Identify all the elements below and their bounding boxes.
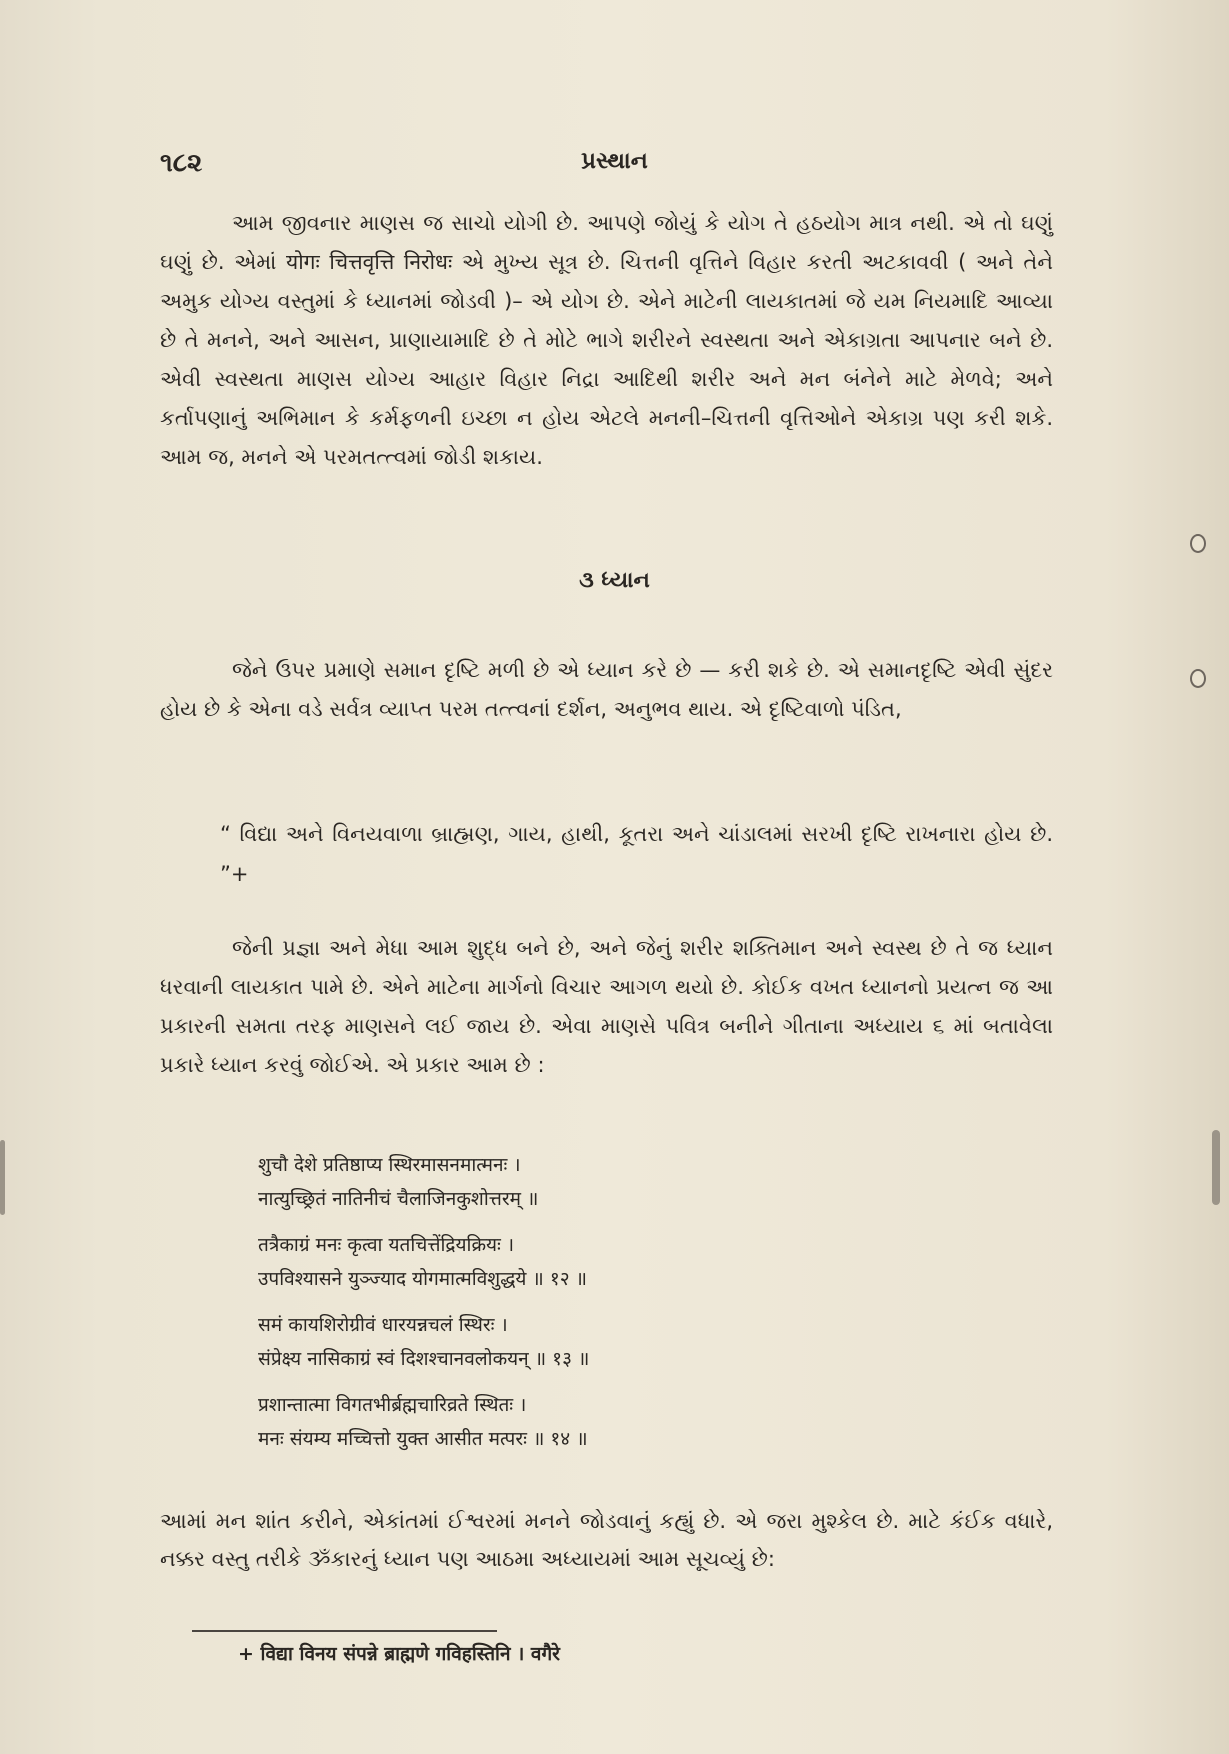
left-edge-mark <box>0 1140 5 1215</box>
verse-line: समं कायशिरोग्रीवं धारयन्नचलं स्थिरः । <box>258 1314 508 1336</box>
verse-line: प्रशान्तात्मा विगतभीर्ब्रह्मचारिव्रते स्थितः । <box>258 1394 527 1416</box>
verse-line: शुचौ देशे प्रतिष्ठाप्य स्थिरमासनमात्मनः । <box>258 1154 521 1176</box>
verse <box>258 1148 818 1216</box>
verse <box>258 1228 818 1296</box>
footnote: + विद्या विनय संपन्ने ब्राह्मणे गविहस्तिनि । वगैरे <box>238 1643 560 1665</box>
running-title: પ્રસ્થાન <box>581 148 648 174</box>
page-number: ૧૮૨ <box>160 148 203 178</box>
verse <box>258 1388 818 1456</box>
punch-hole-top <box>1190 534 1206 553</box>
punch-hole-middle <box>1190 669 1206 688</box>
sanskrit-verses <box>258 1148 818 1468</box>
footnote-divider <box>192 1630 497 1632</box>
verse-line: संप्रेक्ष्य नासिकाग्रं स्वं दिशश्चानवलोकयन् ॥ १३ ॥ <box>258 1348 590 1370</box>
verse-line: नात्युच्छ्रितं नातिनीचं चैलाजिनकुशोत्तरम् ॥ <box>258 1188 539 1210</box>
verse <box>258 1308 818 1376</box>
section-heading: ૩ ધ્યાન <box>579 568 650 593</box>
paragraph-yoga: આમ જીવનાર માણસ જ સાચો યોગી છે. આપણે જોયું કે યોગ તે હઠયોગ માત્ર નથી. એ તો ઘણું ઘણું છે. એમાં योगः चित्तवृत्ति निरोधः એ મુખ્ય સૂત્ર છે. ચિત્તની વૃત્તિને વિહાર કરતી અટકાવવી ( અને તેને અમુક યોગ્ય વસ્તુમાં કે ધ્યાનમાં જોડવી )– એ યોગ છે. એને માટેની લાયકાતમાં જે યમ નિયમાદિ આવ્યા છે તે મનને, અને આસન, પ્રાણાયામાદિ છે તે મોટે ભાગે શરીરને સ્વસ્થતા અને એકાગ્રતા આપનાર બને છે. એવી સ્વસ્થતા માણસ યોગ્ય આહાર વિહાર નિદ્રા આદિથી શરીર અને મન બંનેને માટે મેળવે; અને કર્તાપણાનું અભિમાન કે કર્મફળની ઇચ્છા ન હોય એટલે મનની–ચિત્તની વૃત્તિઓને એકાગ્ર પણ કરી શકે. આમ જ, મનને એ પરમતત્ત્વમાં જોડી શકાય. <box>160 211 1053 469</box>
verse-line: उपविश्यासने युञ्ज्याद योगमात्मविशुद्धये ॥ १२ ॥ <box>258 1268 588 1290</box>
binding-edge-mark <box>1212 1130 1220 1205</box>
paragraph-meditation-method: જેની પ્રજ્ઞા અને મેધા આમ શુદ્ધ બને છે, અને જેનું શરીર શક્તિમાન અને સ્વસ્થ છે તે જ ધ્યાન ધરવાની લાયકાત પામે છે. એને માટેના માર્ગનો વિચાર આગળ થયો છે. કોઈક વખત ધ્યાનનો પ્રયત્ન જ આ પ્રકારની સમતા તરફ માણસને લઈ જાય છે. એવા માણસે પવિત્ર બનીને ગીતાના અધ્યાય ૬ માં બતાવેલા પ્રકારે ધ્યાન કરવું જોઈએ. એ પ્રકાર આમ છે : <box>160 936 1053 1077</box>
paragraph-meditation-intro: જેને ઉપર પ્રમાણે સમાન દૃષ્ટિ મળી છે એ ધ્યાન કરે છે — કરી શકે છે. એ સમાનદૃષ્ટિ એવી સુંદર હોય છે કે એના વડે સર્વત્ર વ્યાપ્ત પરમ તત્ત્વનાં દર્શન, અનુભવ થાય. એ દૃષ્ટિવાળો પંડિત, <box>160 658 1053 721</box>
page-header <box>160 148 1069 182</box>
verse-line: तत्रैकाग्रं मनः कृत्वा यतचित्तेंद्रियक्रियः । <box>258 1234 515 1256</box>
block-quote: “ વિદ્યા અને વિનયવાળા બ્રાહ્મણ, ગાય, હાથી, કૂતરા અને ચાંડાલમાં સરખી દૃષ્ટિ રાખનારા હોય છે. ”+ <box>220 822 1053 886</box>
paragraph-om-meditation: આમાં મન શાંત કરીને, એકાંતમાં ઈશ્વરમાં મનને જોડવાનું કહ્યું છે. એ જરા મુશ્કેલ છે. માટે કંઈક વધારે, નક્કર વસ્તુ તરીકે ૐકારનું ધ્યાન પણ આઠમા અધ્યાયમાં આમ સૂચવ્યું છે: <box>160 1509 1053 1571</box>
verse-line: मनः संयम्य मच्चित्तो युक्त आसीत मत्परः ॥ १४ ॥ <box>258 1428 588 1450</box>
